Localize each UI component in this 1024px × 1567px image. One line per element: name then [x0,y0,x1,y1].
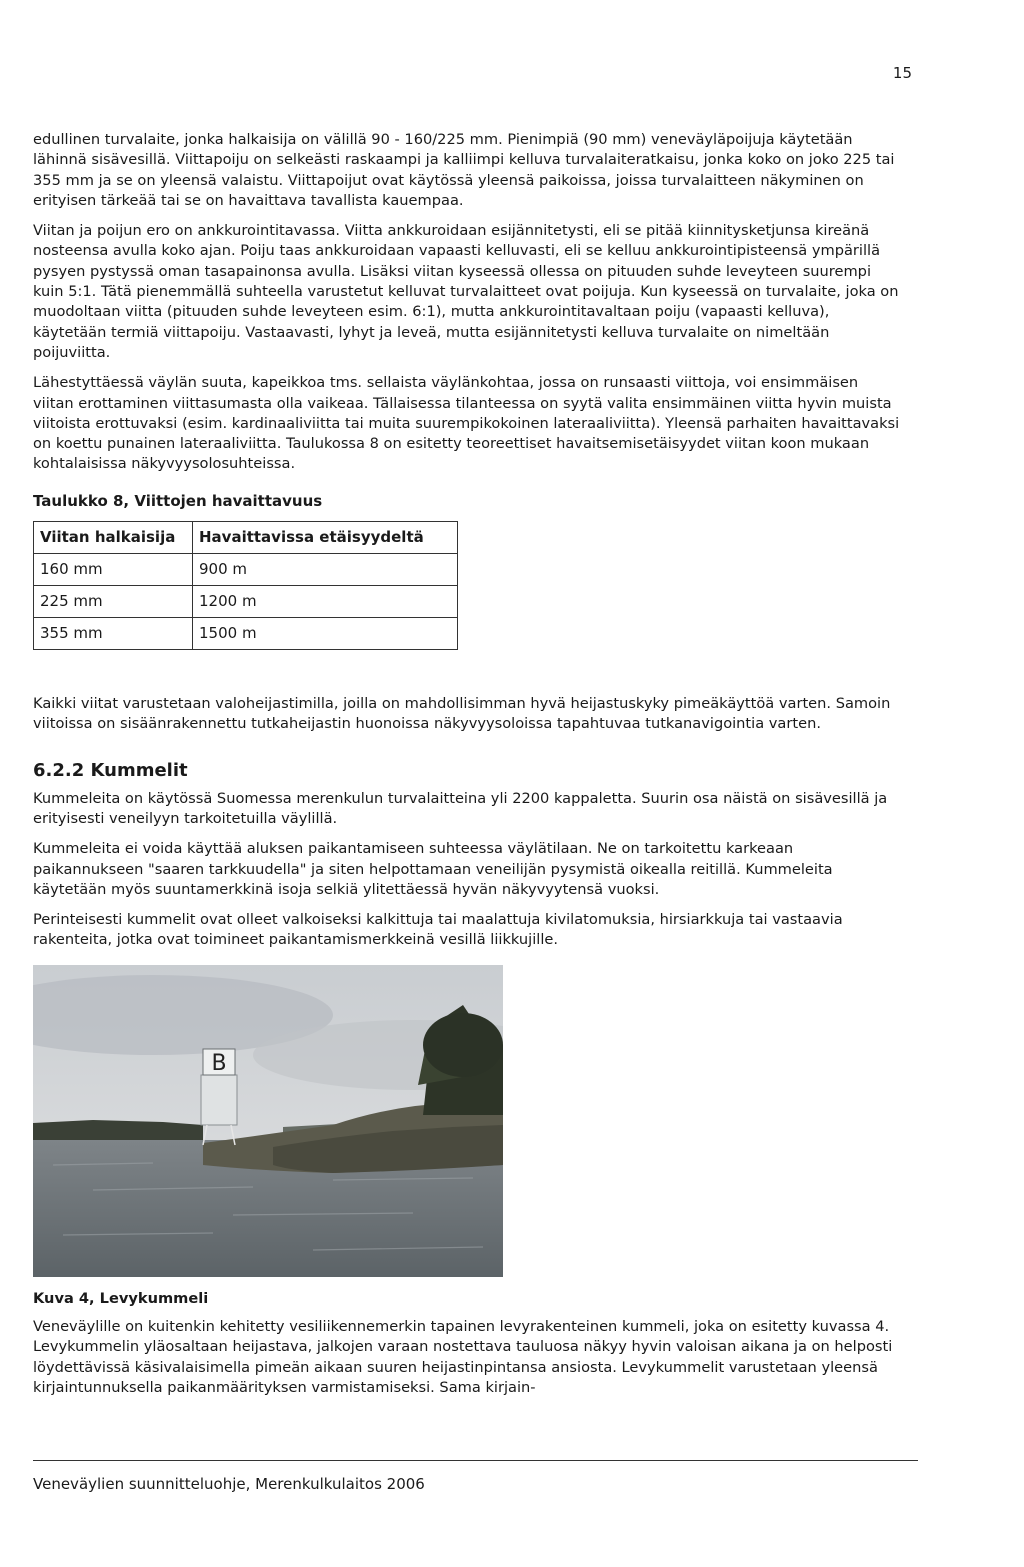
document-body [33,130,903,1398]
table-row [34,618,458,650]
paragraph: Kummeleita on käytössä Suomessa merenkulun turvalaitteina yli 2200 kappaletta. Suurin osa näistä on sisävesillä ja erityisesti veneilyyn tarkoitetuilla väylillä. [33,789,888,827]
levykummeli-photo [33,965,503,1277]
table-cell: 1200 m [193,586,458,618]
table-cell: 160 mm [34,554,193,586]
page-number: 15 [892,64,912,82]
kummeli-sign-board [201,1075,237,1125]
table-cell: 900 m [193,554,458,586]
table-header-cell: Havaittavissa etäisyydeltä [193,522,458,554]
sign-letter-text: B [211,1050,227,1076]
footer-divider [33,1460,918,1461]
paragraph: Kummeleita ei voida käyttää aluksen paikantamiseen suhteessa väylätilaan. Ne on tarkoitettu karkeaan paikannukseen "saaren tarkkuudella" ja siten helpottamaan veneilijän pysymistä oikealla reitillä. Kummeleita käytetään myös suuntamerkkinä isoja selkiä ylitettäessä hyvän näkyvyytensä vuoksi. [33,840,833,898]
figure-caption: Kuva 4, Levykummeli [33,1289,209,1307]
table-row [34,554,458,586]
table-header-cell: Viitan halkaisija [34,522,193,554]
section-heading: 6.2.2 Kummelit [33,759,188,781]
table-cell: 355 mm [34,618,193,650]
table-header-row [34,522,458,554]
table-caption: Taulukko 8, Viittojen havaittavuus [33,491,323,510]
table-cell: 225 mm [34,586,193,618]
paragraph: Kaikki viitat varustetaan valoheijastimilla, joilla on mahdollisimman hyvä heijastuskyky pimeäkäyttöä varten. Samoin viitoissa on sisäänrakennettu tutkaheijastin huonoissa näkyvyysoloissa tapahtuvaa tutkanavigointia varten. [33,695,891,733]
paragraph: Lähestyttäessä väylän suuta, kapeikkoa tms. sellaista väylänkohtaa, jossa on runsaasti viittoja, voi ensimmäisen viitan erottaminen viittasumasta olla vaikeaa. Tällaisessa tilanteessa on syytä valita ensimmäinen viitta hyvin muista viitoista erottuvaksi (esim. kardinaaliviitta tai muita suurempikokoinen lateraaliviitta). Yleensä parhaiten havaittavaksi on koettu punainen lateraaliviitta. Taulukossa 8 on esitetty teoreettiset havaitsemisetäisyydet viitan koon mukaan kohtalaisissa näkyvyysolosuhteissa. [33,374,900,473]
paragraph: Viitan ja poijun ero on ankkurointitavassa. Viitta ankkuroidaan esijännitetysti, eli se pitää kiinnitysketjunsa kireänä nosteensa avulla koko ajan. Poiju taas ankkuroidaan vapaasti kelluvasti, eli se kelluu ankkurointipisteensä ympärillä pysyen pystyssä oman tasapainonsa avulla. Lisäksi viitan kyseessä ollessa on pituuden suhde leveyteen suurempi kuin 5:1. Tätä pienemmällä suhteella varustetut kelluvat turvalaitteet ovat poijuja. Kun kyseessä on turvalaite, joka on muodoltaan viitta (pituuden suhde leveyteen esim. 6:1), mutta ankkurointitavaltaan poiju (vapaasti kelluva), käytetään termiä viittapoiju. Vastaavasti, lyhyt ja leveä, mutta esijännitetysti kelluva turvalaite on nimeltään poijuviitta. [33,222,899,361]
paragraph: edullinen turvalaite, jonka halkaisija on välillä 90 - 160/225 mm. Pienimpiä (90 mm) veneväyläpoijuja käytetään lähinnä sisävesillä. Viittapoiju on selkeästi raskaampi ja kalliimpi kelluva turvalaiteratkaisu, jonka koko on joko 225 tai 355 mm ja se on yleensä valaistu. Viittapoijut ovat käytössä yleensä paikoissa, joissa turvalaitteen näkyminen on erityisen tärkeää tai se on havaittava tavallista kauempaa. [33,131,895,209]
paragraph: Veneväylille on kuitenkin kehitetty vesiliikennemerkin tapainen levyrakenteinen kummeli, joka on esitetty kuvassa 4. Levykummelin yläosaltaan heijastava, jalkojen varaan nostettava tauluosa näkyy hyvin valoisan aikana ja on helposti löydettävissä käsivalaisimella pimeän aikaan suuren heijastinpintansa ansiosta. Levykummelit varustetaan yleensä kirjaintunnuksella paikanmäärityksen varmistamiseksi. Sama kirjain- [33,1318,893,1396]
paragraph: Perinteisesti kummelit ovat olleet valkoiseksi kalkittuja tai maalattuja kivilatomuksia, hirsiarkkuja tai vastaavia rakenteita, jotka ovat toimineet paikantamismerkkeinä vesillä liikkujille. [33,911,843,949]
footer-text: Veneväylien suunnitteluohje, Merenkulkulaitos 2006 [33,1475,425,1493]
visibility-table [33,521,458,650]
table-row [34,586,458,618]
table-cell: 1500 m [193,618,458,650]
figure-photo [33,965,503,1277]
